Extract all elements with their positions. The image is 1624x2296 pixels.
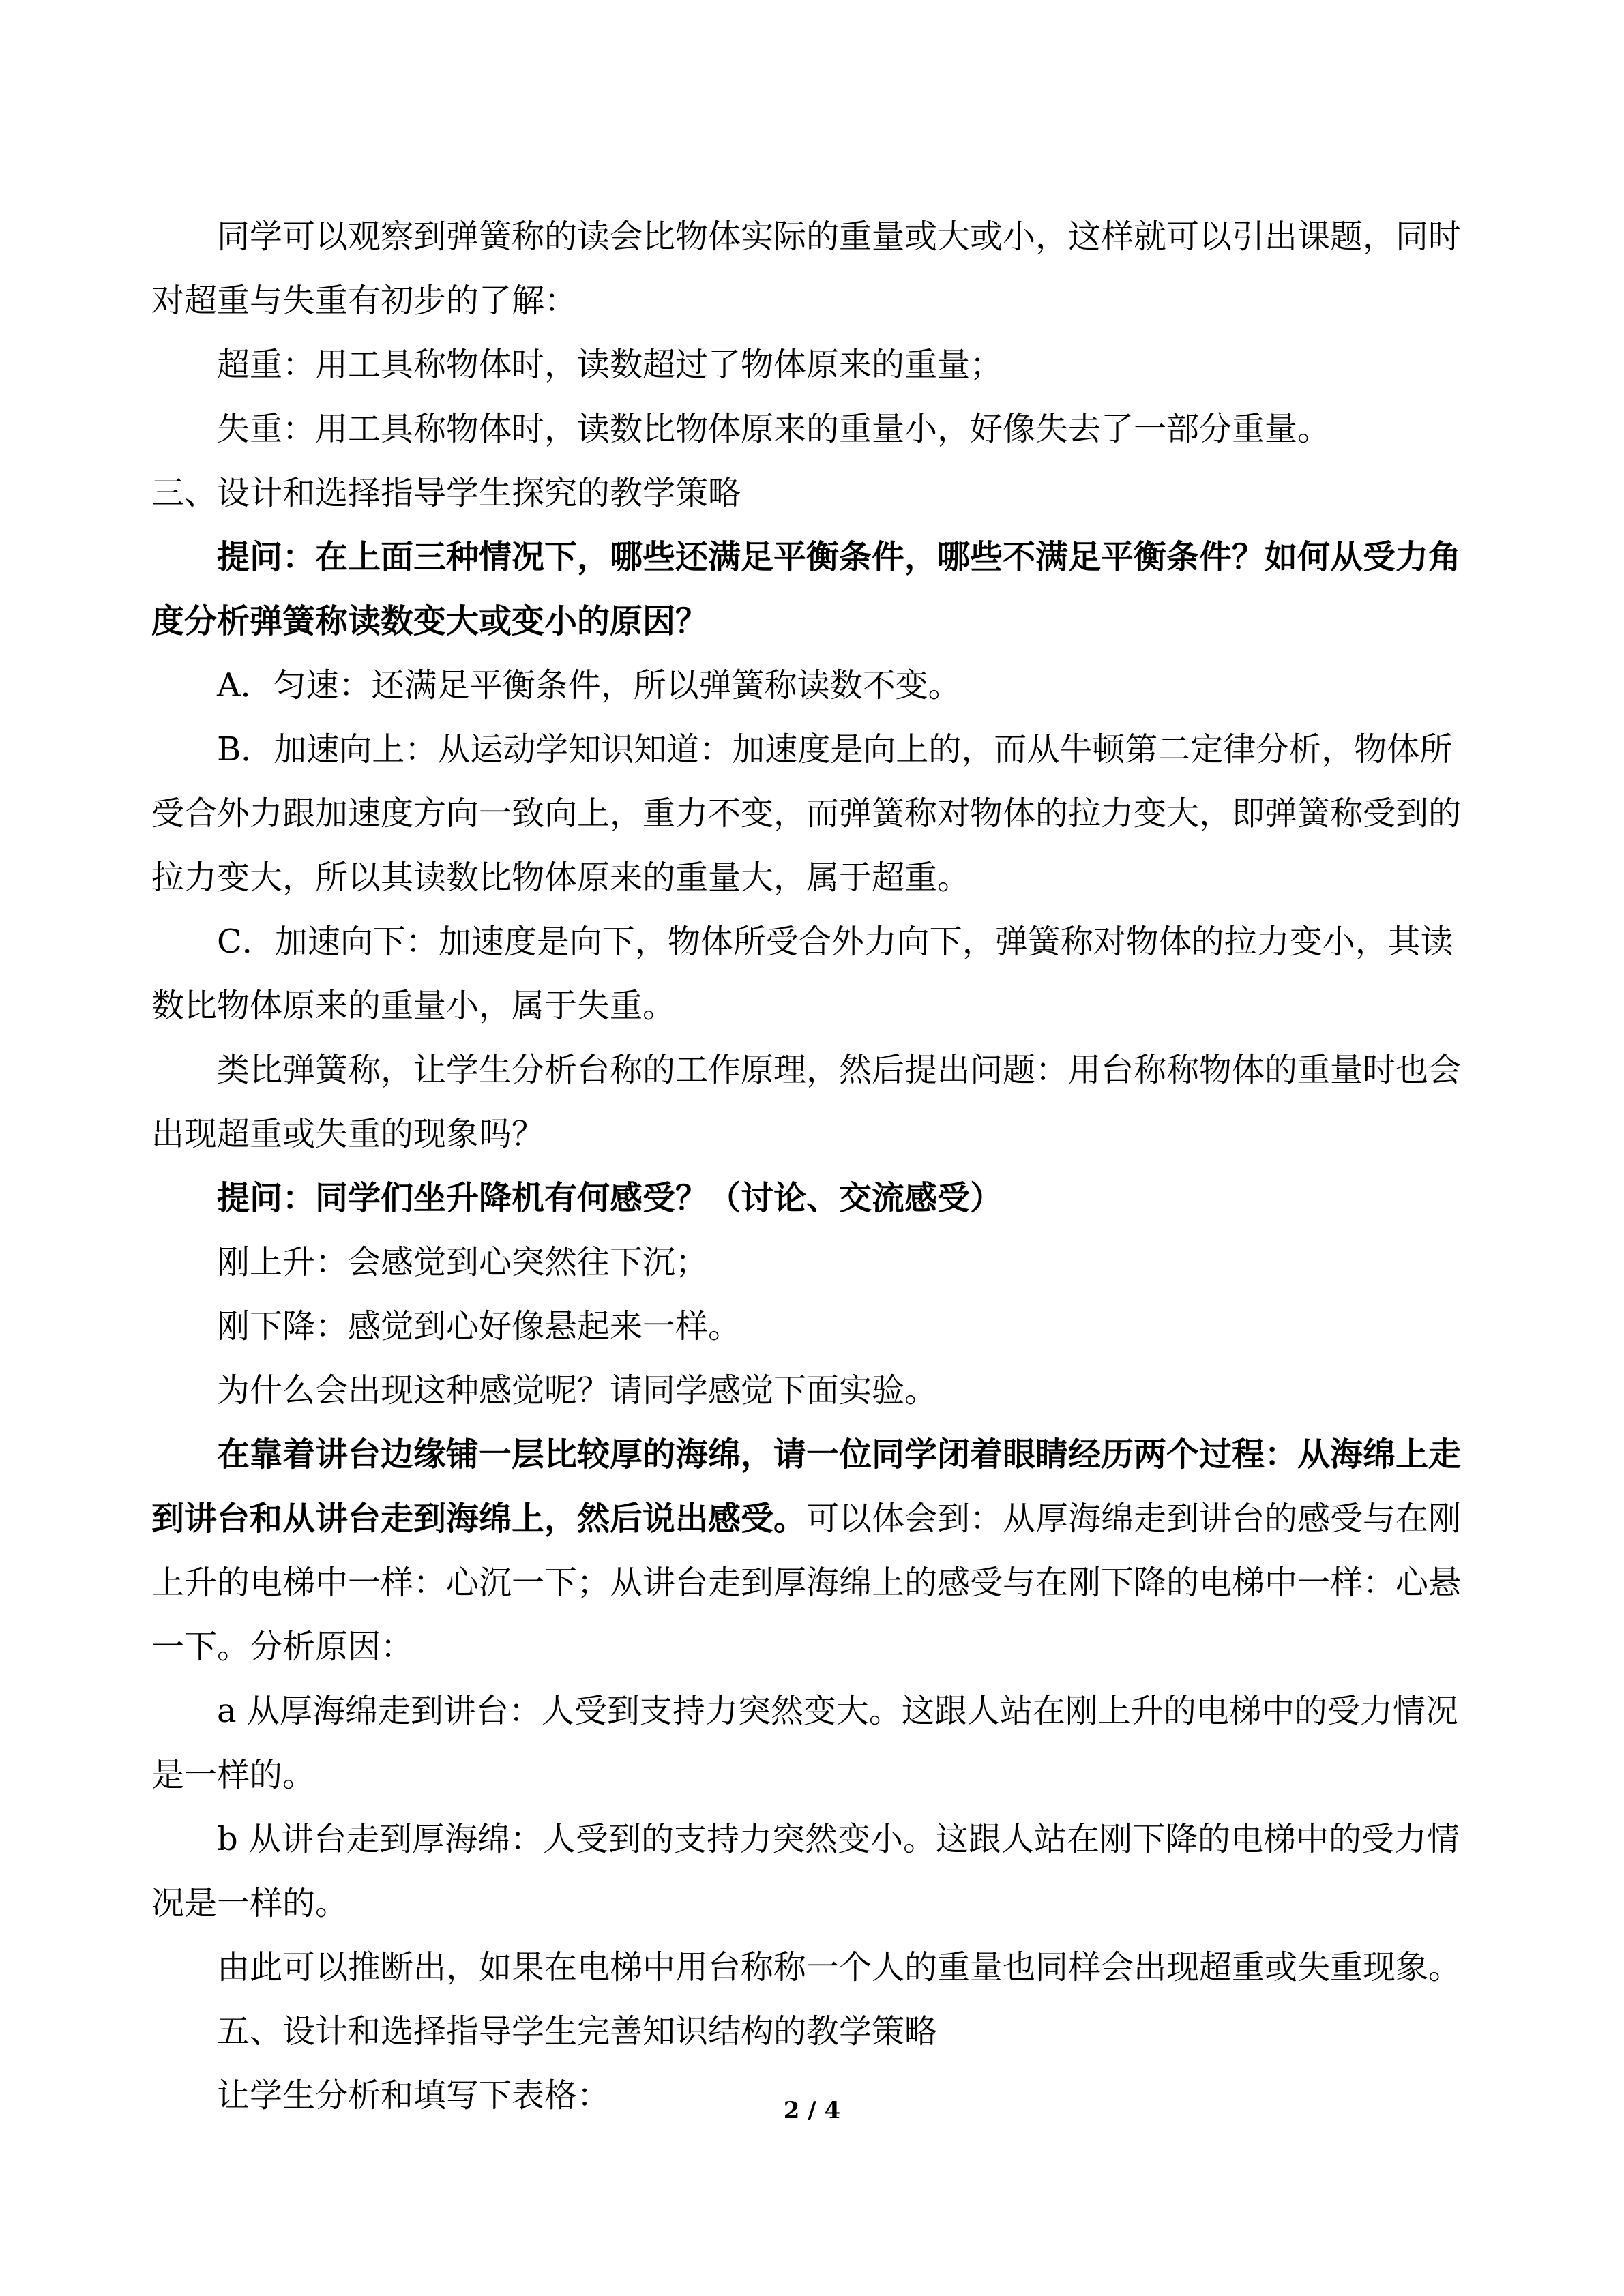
paragraph: 为什么会出现这种感觉呢？请同学感觉下面实验。 <box>217 1371 938 1410</box>
paragraph: 刚下降：感觉到心好像悬起来一样。 <box>217 1307 741 1345</box>
paragraph: 超重：用工具称物体时，读数超过了物体原来的重量； <box>217 346 1003 384</box>
paragraph: 让学生分析和填写下表格： <box>217 2076 610 2115</box>
experiment-bold-text: 在靠着讲台边缘铺一层比较厚的海绵，请一位同学闭着眼睛经历两个过程：从海绵上走到讲台和从讲台走到海绵上，然后说出感受。 <box>151 1435 1462 1538</box>
paragraph: C．加速向下：加速度是向下，物体所受合外力向下，弹簧称对物体的拉力变小，其读数比物体原来的重量小，属于失重。 <box>151 923 1453 1025</box>
paragraph: b 从讲台走到厚海绵：人受到的支持力突然变小。这跟人站在刚下降的电梯中的受力情况是一样的。 <box>151 1820 1460 1922</box>
paragraph: 刚上升：会感觉到心突然往下沉； <box>217 1243 709 1281</box>
page-number: 2 / 4 <box>783 2097 841 2124</box>
paragraph: 类比弹簧称，让学生分析台称的工作原理，然后提出问题：用台称称物体的重量时也会出现超重或失重的现象吗？ <box>151 1051 1462 1153</box>
section-heading: 五、设计和选择指导学生完善知识结构的教学策略 <box>217 2012 938 2051</box>
paragraph: B．加速向上：从运动学知识知道：加速度是向上的，而从牛顿第二定律分析，物体所受合外力跟加速度方向一致向上，重力不变，而弹簧称对物体的拉力变大，即弹簧称受到的拉力变大，所以其读数比物体原来的重量大，属于超重。 <box>151 730 1462 897</box>
experiment-text: 可以体会到：从厚海绵走到讲台的感受与在刚上升的电梯中一样：心沉一下；从讲台走到厚海绵上的感受与在刚下降的电梯中一样：心悬一下。分析原因： <box>151 1500 1462 1666</box>
paragraph: A．匀速：还满足平衡条件，所以弹簧称读数不变。 <box>217 666 961 704</box>
question-paragraph: 提问：同学们坐升降机有何感受？（讨论、交流感受） <box>217 1179 1003 1217</box>
experiment-paragraph <box>151 1422 1475 1679</box>
paragraph: 由此可以推断出，如果在电梯中用台称称一个人的重量也同样会出现超重或失重现象。 <box>217 1948 1462 1986</box>
section-heading: 三、设计和选择指导学生探究的教学策略 <box>151 474 741 512</box>
question-paragraph: 提问：在上面三种情况下，哪些还满足平衡条件，哪些不满足平衡条件？如何从受力角度分析弹簧称读数变大或变小的原因？ <box>151 538 1462 640</box>
paragraph: 失重：用工具称物体时，读数比物体原来的重量小，好像失去了一部分重量。 <box>217 410 1331 448</box>
paragraph: a 从厚海绵走到讲台：人受到支持力突然变大。这跟人站在刚上升的电梯中的受力情况是一样的。 <box>151 1692 1458 1794</box>
document-body <box>151 205 1475 2128</box>
paragraph: 同学可以观察到弹簧称的读会比物体实际的重量或大或小，这样就可以引出课题，同时对超重与失重有初步的了解： <box>151 218 1462 320</box>
